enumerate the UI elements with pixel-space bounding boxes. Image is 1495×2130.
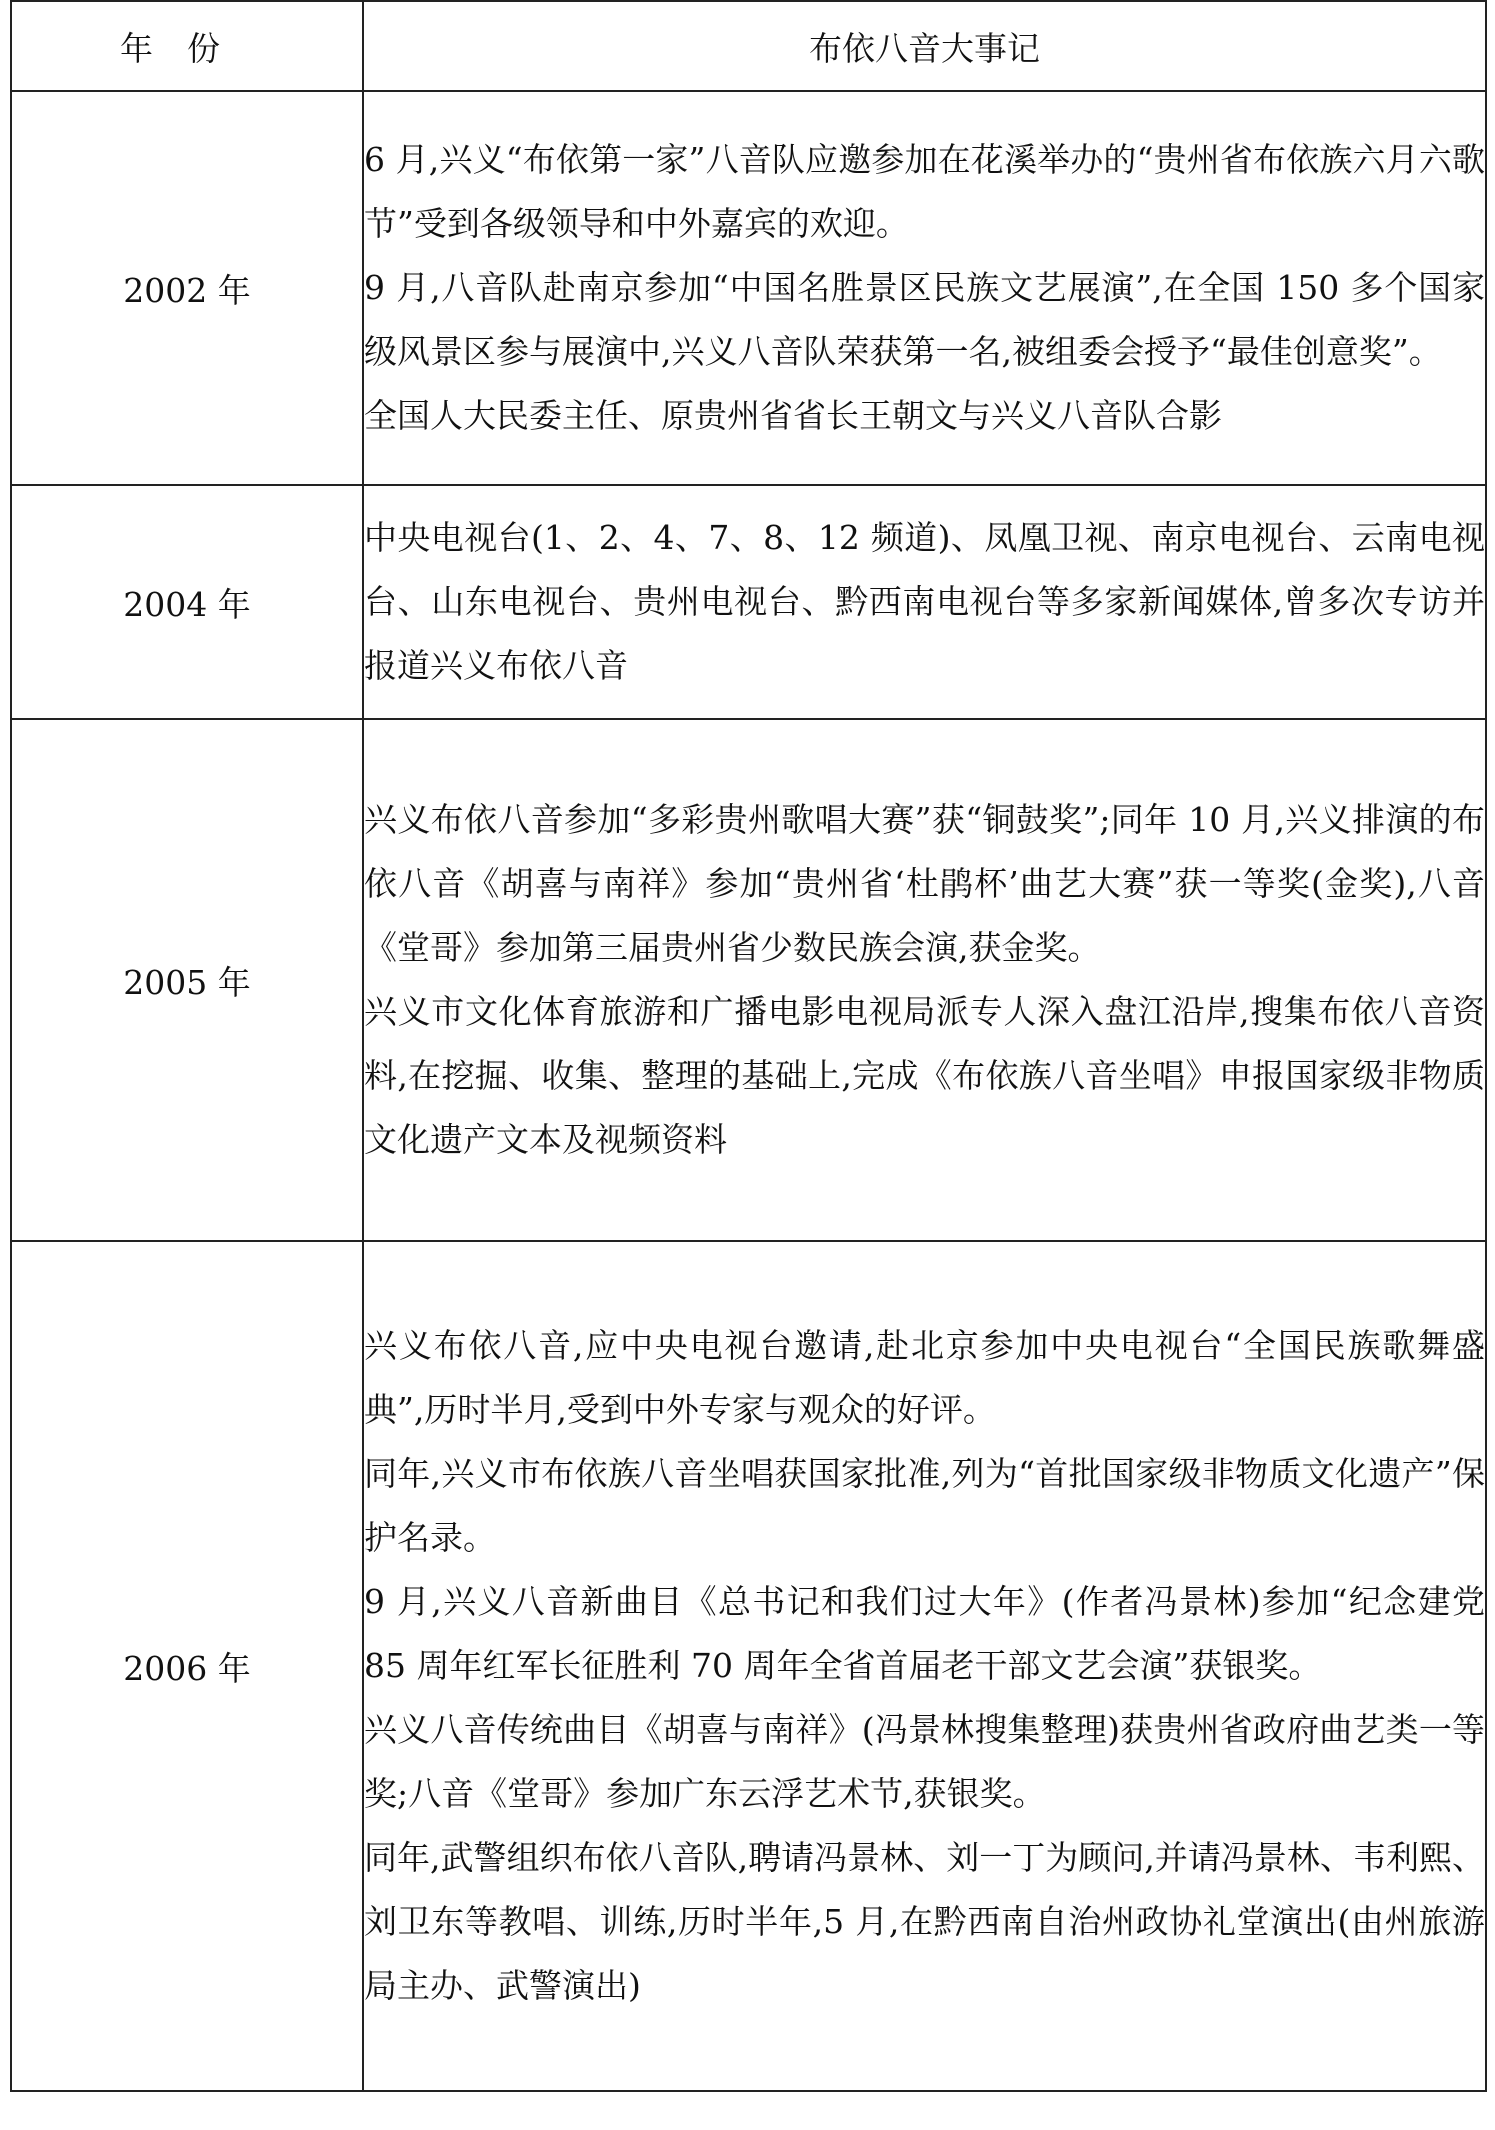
chronicle-table [10,0,1487,2092]
event-paragraph: 同年,兴义市布依族八音坐唱获国家批准,列为“首批国家级非物质文化遗产”保护名录。 [364,1454,1485,1557]
event-paragraph: 6 月,兴义“布依第一家”八音队应邀参加在花溪举办的“贵州省布依族六月六歌节”受到各级领导和中外嘉宾的欢迎。 [364,140,1485,243]
events-column-header: 布依八音大事记 [363,1,1486,91]
event-paragraph: 兴义八音传统曲目《胡喜与南祥》(冯景林搜集整理)获贵州省政府曲艺类一等奖;八音《堂哥》参加广东云浮艺术节,获银奖。 [364,1710,1485,1813]
table-row-2004 [11,485,1486,719]
events-cell [363,91,1486,485]
events-cell [363,485,1486,719]
table-row-2002 [11,91,1486,485]
event-paragraph: 兴义布依八音,应中央电视台邀请,赴北京参加中央电视台“全国民族歌舞盛典”,历时半月,受到中外专家与观众的好评。 [364,1326,1485,1429]
year-column-header: 年份 [11,1,363,91]
table-row-2005 [11,719,1486,1241]
event-paragraph: 9 月,八音队赴南京参加“中国名胜景区民族文艺展演”,在全国 150 多个国家级风景区参与展演中,兴义八音队荣获第一名,被组委会授予“最佳创意奖”。 [364,268,1485,371]
event-paragraph: 兴义市文化体育旅游和广播电影电视局派专人深入盘江沿岸,搜集布依八音资料,在挖掘、收集、整理的基础上,完成《布依族八音坐唱》申报国家级非物质文化遗产文本及视频资料 [364,992,1485,1159]
event-paragraph: 9 月,兴义八音新曲目《总书记和我们过大年》(作者冯景林)参加“纪念建党 85 周年红军长征胜利 70 周年全省首届老干部文艺会演”获银奖。 [364,1582,1485,1685]
year-cell: 2004 年 [11,485,363,719]
events-cell [363,719,1486,1241]
event-paragraph: 兴义布依八音参加“多彩贵州歌唱大赛”获“铜鼓奖”;同年 10 月,兴义排演的布依八音《胡喜与南祥》参加“贵州省‘杜鹃杯’曲艺大赛”获一等奖(金奖),八音《堂哥》参加第三届贵州省少数民族会演,获金奖。 [364,800,1485,967]
year-cell: 2005 年 [11,719,363,1241]
events-cell [363,1241,1486,2091]
header-row [11,1,1486,91]
event-paragraph: 全国人大民委主任、原贵州省省长王朝文与兴义八音队合影 [364,396,1222,435]
table-row-2006 [11,1241,1486,2091]
event-paragraph: 中央电视台(1、2、4、7、8、12 频道)、凤凰卫视、南京电视台、云南电视台、山东电视台、贵州电视台、黔西南电视台等多家新闻媒体,曾多次专访并报道兴义布依八音 [364,518,1485,685]
event-paragraph: 同年,武警组织布依八音队,聘请冯景林、刘一丁为顾问,并请冯景林、韦利熙、刘卫东等教唱、训练,历时半年,5 月,在黔西南自治州政协礼堂演出(由州旅游局主办、武警演出) [364,1838,1485,2005]
year-cell: 2002 年 [11,91,363,485]
year-cell: 2006 年 [11,1241,363,2091]
